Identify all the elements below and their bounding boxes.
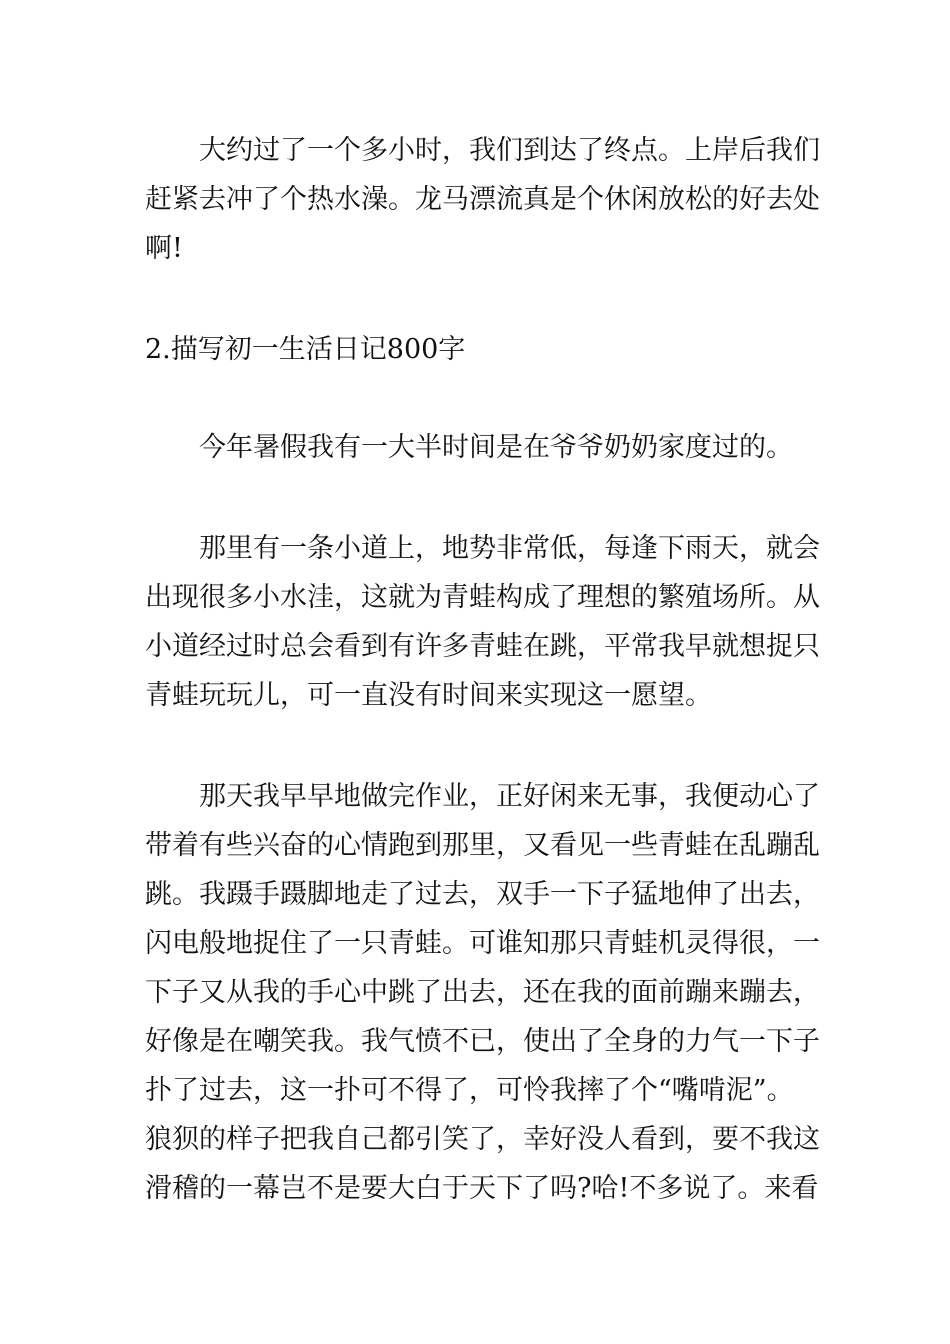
- paragraph-4-line-6: 好像是在嘲笑我。我气愤不已，使出了全身的力气一下子: [145, 1026, 820, 1057]
- paragraph-3-line-2: 出现很多小水洼，这就为青蛙构成了理想的繁殖场所。从: [145, 582, 820, 613]
- paragraph-4-line-4: 闪电般地捉住了一只青蛙。可谁知那只青蛙机灵得很，一: [145, 928, 820, 959]
- paragraph-4-line-9: 滑稽的一幕岂不是要大白于天下了吗?哈!不多说了。来看: [145, 1173, 819, 1204]
- paragraph-1-line-2: 赶紧去冲了个热水澡。龙马漂流真是个休闲放松的好去处: [145, 184, 820, 215]
- paragraph-4-line-3: 跳。我蹑手蹑脚地走了过去，双手一下子猛地伸了出去，: [145, 879, 820, 910]
- section-heading: 2.描写初一生活日记800字: [145, 334, 466, 365]
- paragraph-4-line-8: 狼狈的样子把我自己都引笑了，幸好没人看到，要不我这: [145, 1124, 820, 1155]
- paragraph-3-line-3: 小道经过时总会看到有许多青蛙在跳，平常我早就想捉只: [145, 631, 820, 662]
- paragraph-4-line-7: 扑了过去，这一扑可不得了，可怜我摔了个“嘴啃泥”。: [145, 1075, 794, 1106]
- paragraph-1-line-1: 大约过了一个多小时，我们到达了终点。上岸后我们: [145, 135, 820, 166]
- paragraph-3-line-1: 那里有一条小道上，地势非常低，每逢下雨天，就会: [145, 533, 820, 564]
- paragraph-4-line-1: 那天我早早地做完作业，正好闲来无事，我便动心了: [145, 781, 820, 812]
- paragraph-4-line-5: 下子又从我的手心中跳了出去，还在我的面前蹦来蹦去，: [145, 977, 820, 1008]
- paragraph-4-line-2: 带着有些兴奋的心情跑到那里，又看见一些青蛙在乱蹦乱: [145, 830, 820, 861]
- paragraph-2-line-1: 今年暑假我有一大半时间是在爷爷奶奶家度过的。: [145, 432, 793, 463]
- paragraph-3-line-4: 青蛙玩玩儿，可一直没有时间来实现这一愿望。: [145, 680, 712, 711]
- paragraph-1-line-3: 啊!: [145, 233, 183, 264]
